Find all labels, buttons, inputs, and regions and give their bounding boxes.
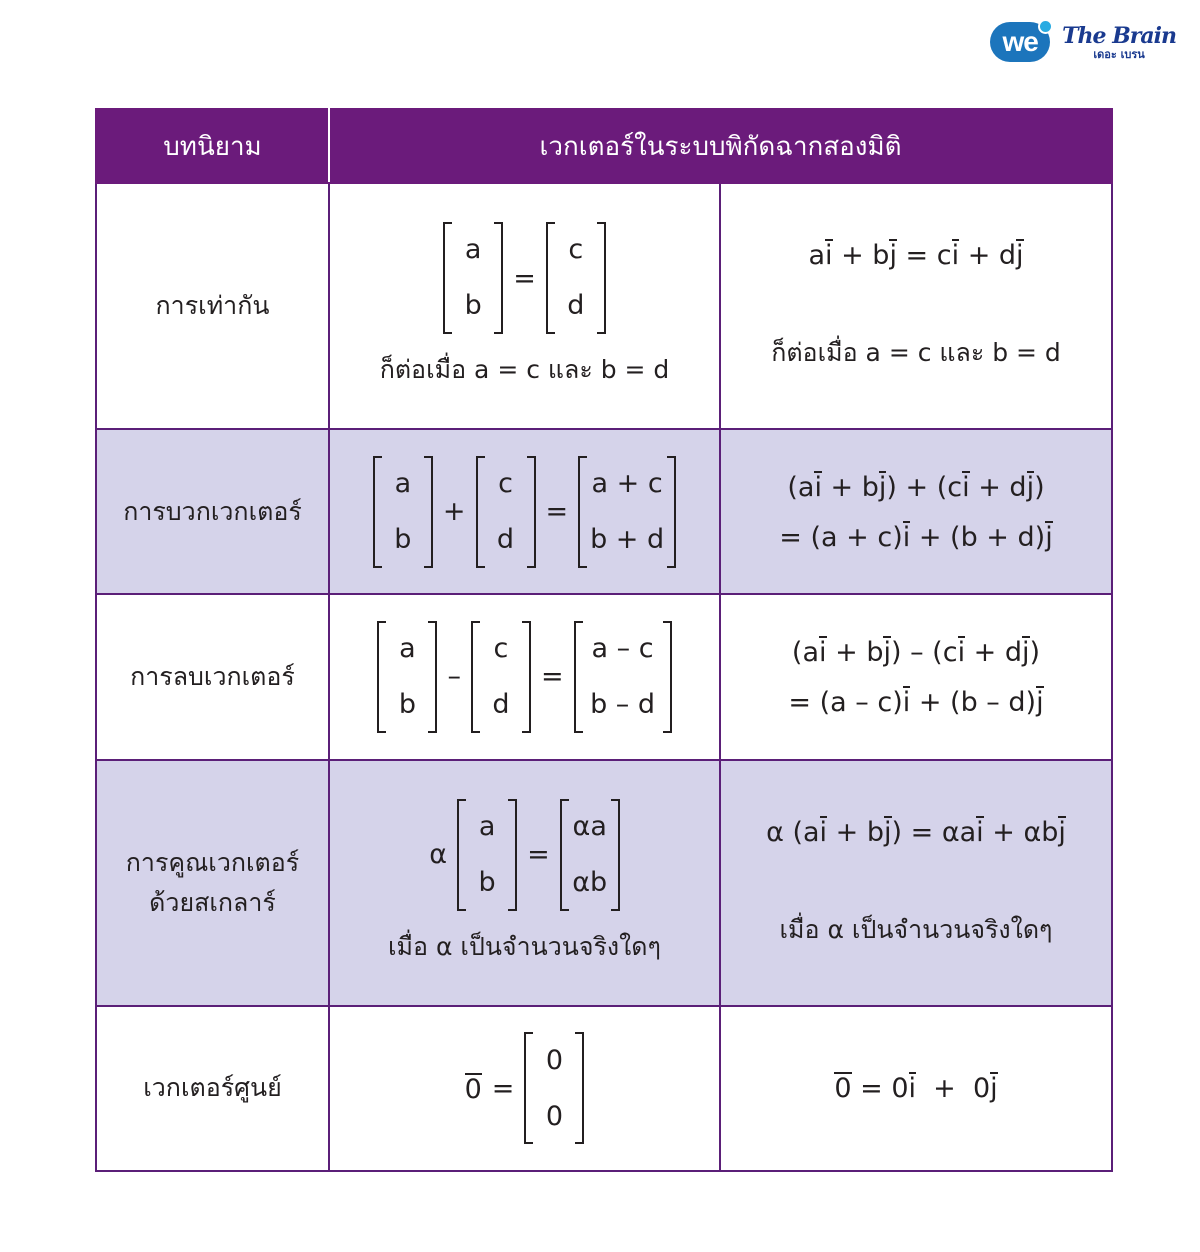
- math-text: ) = αa: [891, 816, 977, 848]
- matrix-entry: 0: [545, 1100, 563, 1132]
- unit-vector-cell: [720, 183, 1112, 429]
- operator: =: [527, 839, 550, 871]
- unit-vector-equation: [721, 471, 1111, 503]
- unit-vector-j: j: [1016, 240, 1024, 272]
- math-text: + b: [826, 636, 884, 668]
- matrix-entry: a + c: [591, 468, 663, 500]
- unit-vector-i: i: [824, 240, 833, 272]
- unit-vector-i: i: [957, 636, 966, 668]
- matrix-entry: a: [464, 234, 482, 266]
- matrix-equation: [465, 1032, 585, 1144]
- operator: =: [491, 1072, 515, 1104]
- condition-text: ก็ต่อเมื่อ a = c และ b = d: [379, 355, 670, 385]
- unit-vector-j: j: [883, 816, 892, 848]
- math-text: = c: [896, 240, 952, 272]
- definition-label: การลบเวกเตอร์: [130, 661, 295, 691]
- unit-vector-equation: [721, 239, 1111, 271]
- matrix-entry: a: [394, 468, 412, 500]
- vector-table: [95, 108, 1113, 1172]
- matrix-cell: [329, 760, 720, 1006]
- matrix-equation: [377, 621, 671, 733]
- unit-vector-equation: [721, 636, 1111, 668]
- unit-vector-i: i: [951, 240, 960, 272]
- matrix-equation: [443, 222, 606, 334]
- matrix-cell: [329, 429, 720, 594]
- unit-vector-i: i: [976, 816, 984, 848]
- unit-vector-j: j: [1045, 521, 1053, 553]
- definition-cell: [96, 594, 329, 759]
- we-logo: [990, 22, 1050, 62]
- column-matrix: [443, 222, 503, 334]
- column-matrix: [457, 799, 517, 911]
- math-text: ): [1029, 636, 1041, 668]
- matrix-entry: a: [478, 811, 496, 843]
- operator: =: [540, 661, 564, 693]
- table-header-row: [96, 109, 1112, 183]
- matrix-entry: b: [398, 689, 416, 721]
- math-text: α (a: [766, 816, 820, 848]
- math-text: + b: [821, 471, 879, 503]
- definition-label: การคูณเวกเตอร์: [125, 847, 300, 877]
- column-matrix: [560, 799, 620, 911]
- matrix-entry: a – c: [591, 633, 654, 665]
- condition-text: เมื่อ α เป็นจำนวนจริงใดๆ: [388, 931, 661, 961]
- condition-text: ก็ต่อเมื่อ a = c และ b = d: [771, 338, 1061, 368]
- unit-vector-cell: [720, 760, 1112, 1006]
- unit-vector-i: i: [819, 816, 828, 848]
- header-2d-vectors: เวกเตอร์ในระบบพิกัดฉากสองมิติ: [329, 109, 1112, 183]
- unit-vector-j: j: [889, 240, 897, 272]
- table-row-addition: [96, 429, 1112, 594]
- matrix-cell: [329, 183, 720, 429]
- definition-cell: [96, 429, 329, 594]
- column-matrix: [373, 456, 433, 568]
- matrix-entry: b: [394, 524, 412, 556]
- unit-vector-cell: [720, 1006, 1112, 1171]
- math-text: + b: [827, 816, 884, 848]
- operator: +: [442, 496, 466, 528]
- math-text: ): [1034, 471, 1045, 503]
- math-text: + d: [965, 636, 1023, 668]
- definition-label: ด้วยสเกลาร์: [149, 887, 276, 917]
- table-row-scalar-multiplication: [96, 760, 1112, 1006]
- math-text: + 0: [916, 1073, 991, 1105]
- unit-vector-j: j: [878, 471, 887, 503]
- matrix-equation: [429, 799, 619, 911]
- matrix-cell: [329, 1006, 720, 1171]
- unit-vector-j: j: [1036, 686, 1044, 718]
- table-row-equality: [96, 183, 1112, 429]
- column-matrix: [574, 621, 672, 733]
- math-text: + (b – d): [910, 686, 1037, 718]
- unit-vector-i: i: [962, 471, 970, 503]
- table-row-zero-vector: [96, 1006, 1112, 1171]
- math-text: + αb: [983, 816, 1059, 848]
- definition-cell: [96, 183, 329, 429]
- definition-cell: [96, 760, 329, 1006]
- column-matrix: [578, 456, 676, 568]
- zero-vector-symbol: 0: [464, 1074, 482, 1106]
- matrix-entry: c: [493, 633, 509, 665]
- zero-vector-symbol: 0: [834, 1073, 852, 1105]
- unit-vector-i: i: [902, 686, 911, 718]
- unit-vector-j: j: [883, 636, 891, 668]
- operator: =: [545, 496, 569, 528]
- matrix-entry: αb: [572, 867, 608, 899]
- unit-vector-j: j: [990, 1073, 998, 1105]
- unit-vector-cell: [720, 429, 1112, 594]
- math-text: + b: [832, 240, 890, 272]
- matrix-entry: d: [567, 290, 585, 322]
- unit-vector-j: j: [1026, 471, 1035, 503]
- the-brain-logo: [1062, 22, 1176, 61]
- table-row-subtraction: [96, 594, 1112, 759]
- math-text: + d: [969, 471, 1027, 503]
- unit-vector-equation: [721, 816, 1111, 848]
- we-dot: [1038, 19, 1053, 34]
- column-matrix: [524, 1032, 584, 1144]
- math-text: ) – (c: [890, 636, 958, 668]
- header-definition: บทนิยาม: [96, 109, 329, 183]
- definition-label: เวกเตอร์ศูนย์: [143, 1073, 282, 1103]
- the-brain-logo-text: The Brain: [1062, 22, 1176, 49]
- operator: =: [513, 262, 536, 294]
- unit-vector-j: j: [1022, 636, 1030, 668]
- math-text: (a: [787, 471, 815, 503]
- math-text: = 0: [851, 1073, 909, 1105]
- matrix-entry: d: [496, 524, 515, 556]
- column-matrix: [471, 621, 531, 733]
- matrix-entry: b: [464, 290, 482, 322]
- unit-vector-i: i: [902, 521, 911, 553]
- math-text: = (a + c): [779, 521, 903, 553]
- unit-vector-equation: [721, 686, 1111, 718]
- matrix-entry: b + d: [590, 524, 665, 556]
- unit-vector-j: j: [1058, 816, 1066, 848]
- math-text: + (b + d): [910, 521, 1046, 553]
- matrix-entry: b – d: [590, 689, 656, 721]
- math-text: (a: [791, 636, 820, 668]
- unit-vector-equation: [721, 521, 1111, 553]
- math-text: + d: [959, 240, 1017, 272]
- unit-vector-cell: [720, 594, 1112, 759]
- matrix-entry: b: [478, 867, 496, 899]
- matrix-cell: [329, 594, 720, 759]
- column-matrix: [476, 456, 536, 568]
- we-logo-text: we: [1002, 26, 1038, 57]
- unit-vector-i: i: [819, 636, 827, 668]
- matrix-entry: c: [568, 234, 584, 266]
- the-brain-logo-thai: เดอะ เบรน: [1093, 47, 1145, 61]
- matrix-entry: a: [399, 633, 416, 665]
- matrix-entry: 0: [545, 1044, 563, 1076]
- column-matrix: [377, 621, 437, 733]
- unit-vector-i: i: [814, 471, 822, 503]
- math-text: a: [808, 240, 825, 272]
- unit-vector-equation: [721, 1072, 1111, 1104]
- operator: –: [447, 661, 461, 693]
- scalar-alpha: α: [429, 839, 448, 871]
- logo-group: [990, 22, 1176, 62]
- math-text: ) + (c: [886, 471, 963, 503]
- matrix-entry: αa: [572, 811, 607, 843]
- unit-vector-i: i: [908, 1073, 917, 1105]
- definition-cell: [96, 1006, 329, 1171]
- matrix-entry: d: [492, 689, 510, 721]
- math-text: = (a – c): [788, 686, 903, 718]
- definition-label: การบวกเวกเตอร์: [123, 496, 302, 526]
- column-matrix: [546, 222, 606, 334]
- matrix-equation: [373, 456, 676, 568]
- condition-text: เมื่อ α เป็นจำนวนจริงใดๆ: [779, 914, 1053, 944]
- definition-label: การเท่ากัน: [155, 291, 270, 321]
- we-badge: [990, 22, 1050, 62]
- matrix-entry: c: [498, 468, 513, 500]
